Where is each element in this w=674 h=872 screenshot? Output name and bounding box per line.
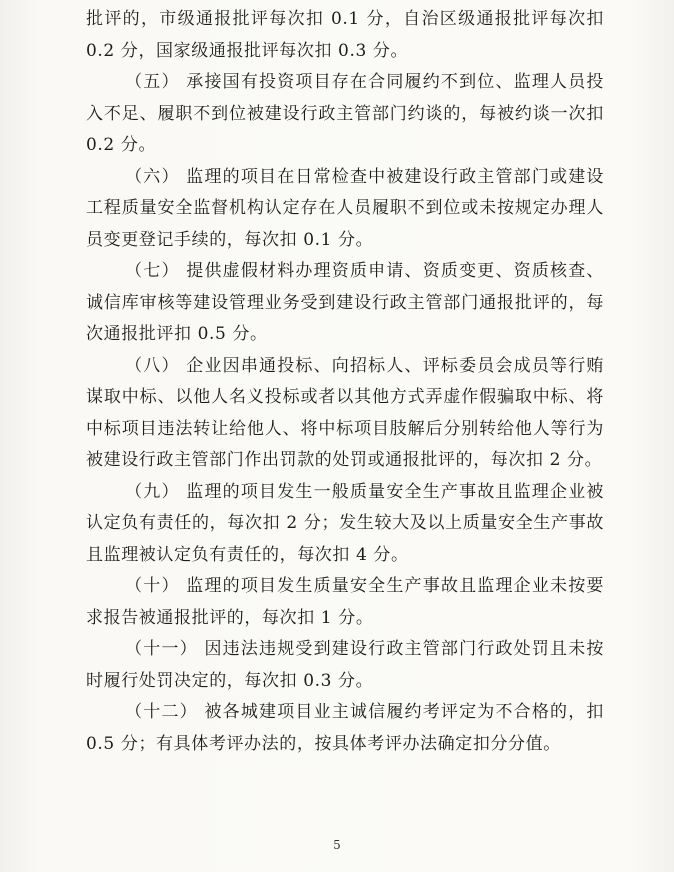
paragraph-item-9: （九） 监理的项目发生一般质量安全生产事故且监理企业被认定负有责任的，每次扣 2 分；发生较大及以上质量安全生产事故且监理被认定负有责任的，每次扣 4 分。 <box>86 481 604 565</box>
paragraph-item-7: （七） 提供虚假材料办理资质申请、资质变更、资质核查、诚信库审核等建设管理业务受到建设行政主管部门通报批评的，每次通报批评扣 0.5 分。 <box>86 261 604 344</box>
paragraph-item-6: （六） 监理的项目在日常检查中被建设行政主管部门或建设工程质量安全监督机构认定存在人员履职不到位或未按规定办理人员变更登记手续的，每次扣 0.1 分。 <box>86 166 604 250</box>
paragraph-item-5: （五） 承接国有投资项目存在合同履约不到位、监理人员投入不足、履职不到位被建设行政主管部门约谈的，每被约谈一次扣 0.2 分。 <box>86 72 604 155</box>
page-number: 5 <box>333 838 341 852</box>
paragraph-item-8: （八） 企业因串通投标、向招标人、评标委员会成员等行贿谋取中标、以他人名义投标或者以其他方式弄虚作假骗取中标、将中标项目违法转让给他人、将中标项目肢解后分别转给他人等行为被建设行政主管部门作出罚款的处罚或通报批评的，每次扣 2 分。 <box>86 355 604 470</box>
paragraph-item-10: （十） 监理的项目发生质量安全生产事故且监理企业未按要求报告被通报批评的，每次扣 1 分。 <box>86 576 604 628</box>
document-body <box>86 4 604 760</box>
paragraph-item-12: （十二） 被各城建项目业主诚信履约考评定为不合格的，扣 0.5 分；有具体考评办法的，按具体考评办法确定扣分分值。 <box>86 702 604 754</box>
paragraph-item-11: （十一） 因违法违规受到建设行政主管部门行政处罚且未按时履行处罚决定的，每次扣 0.3 分。 <box>86 639 604 691</box>
paragraph-continuation: 批评的，市级通报批评每次扣 0.1 分，自治区级通报批评每次扣 0.2 分，国家级通报批评每次扣 0.3 分。 <box>86 9 604 61</box>
